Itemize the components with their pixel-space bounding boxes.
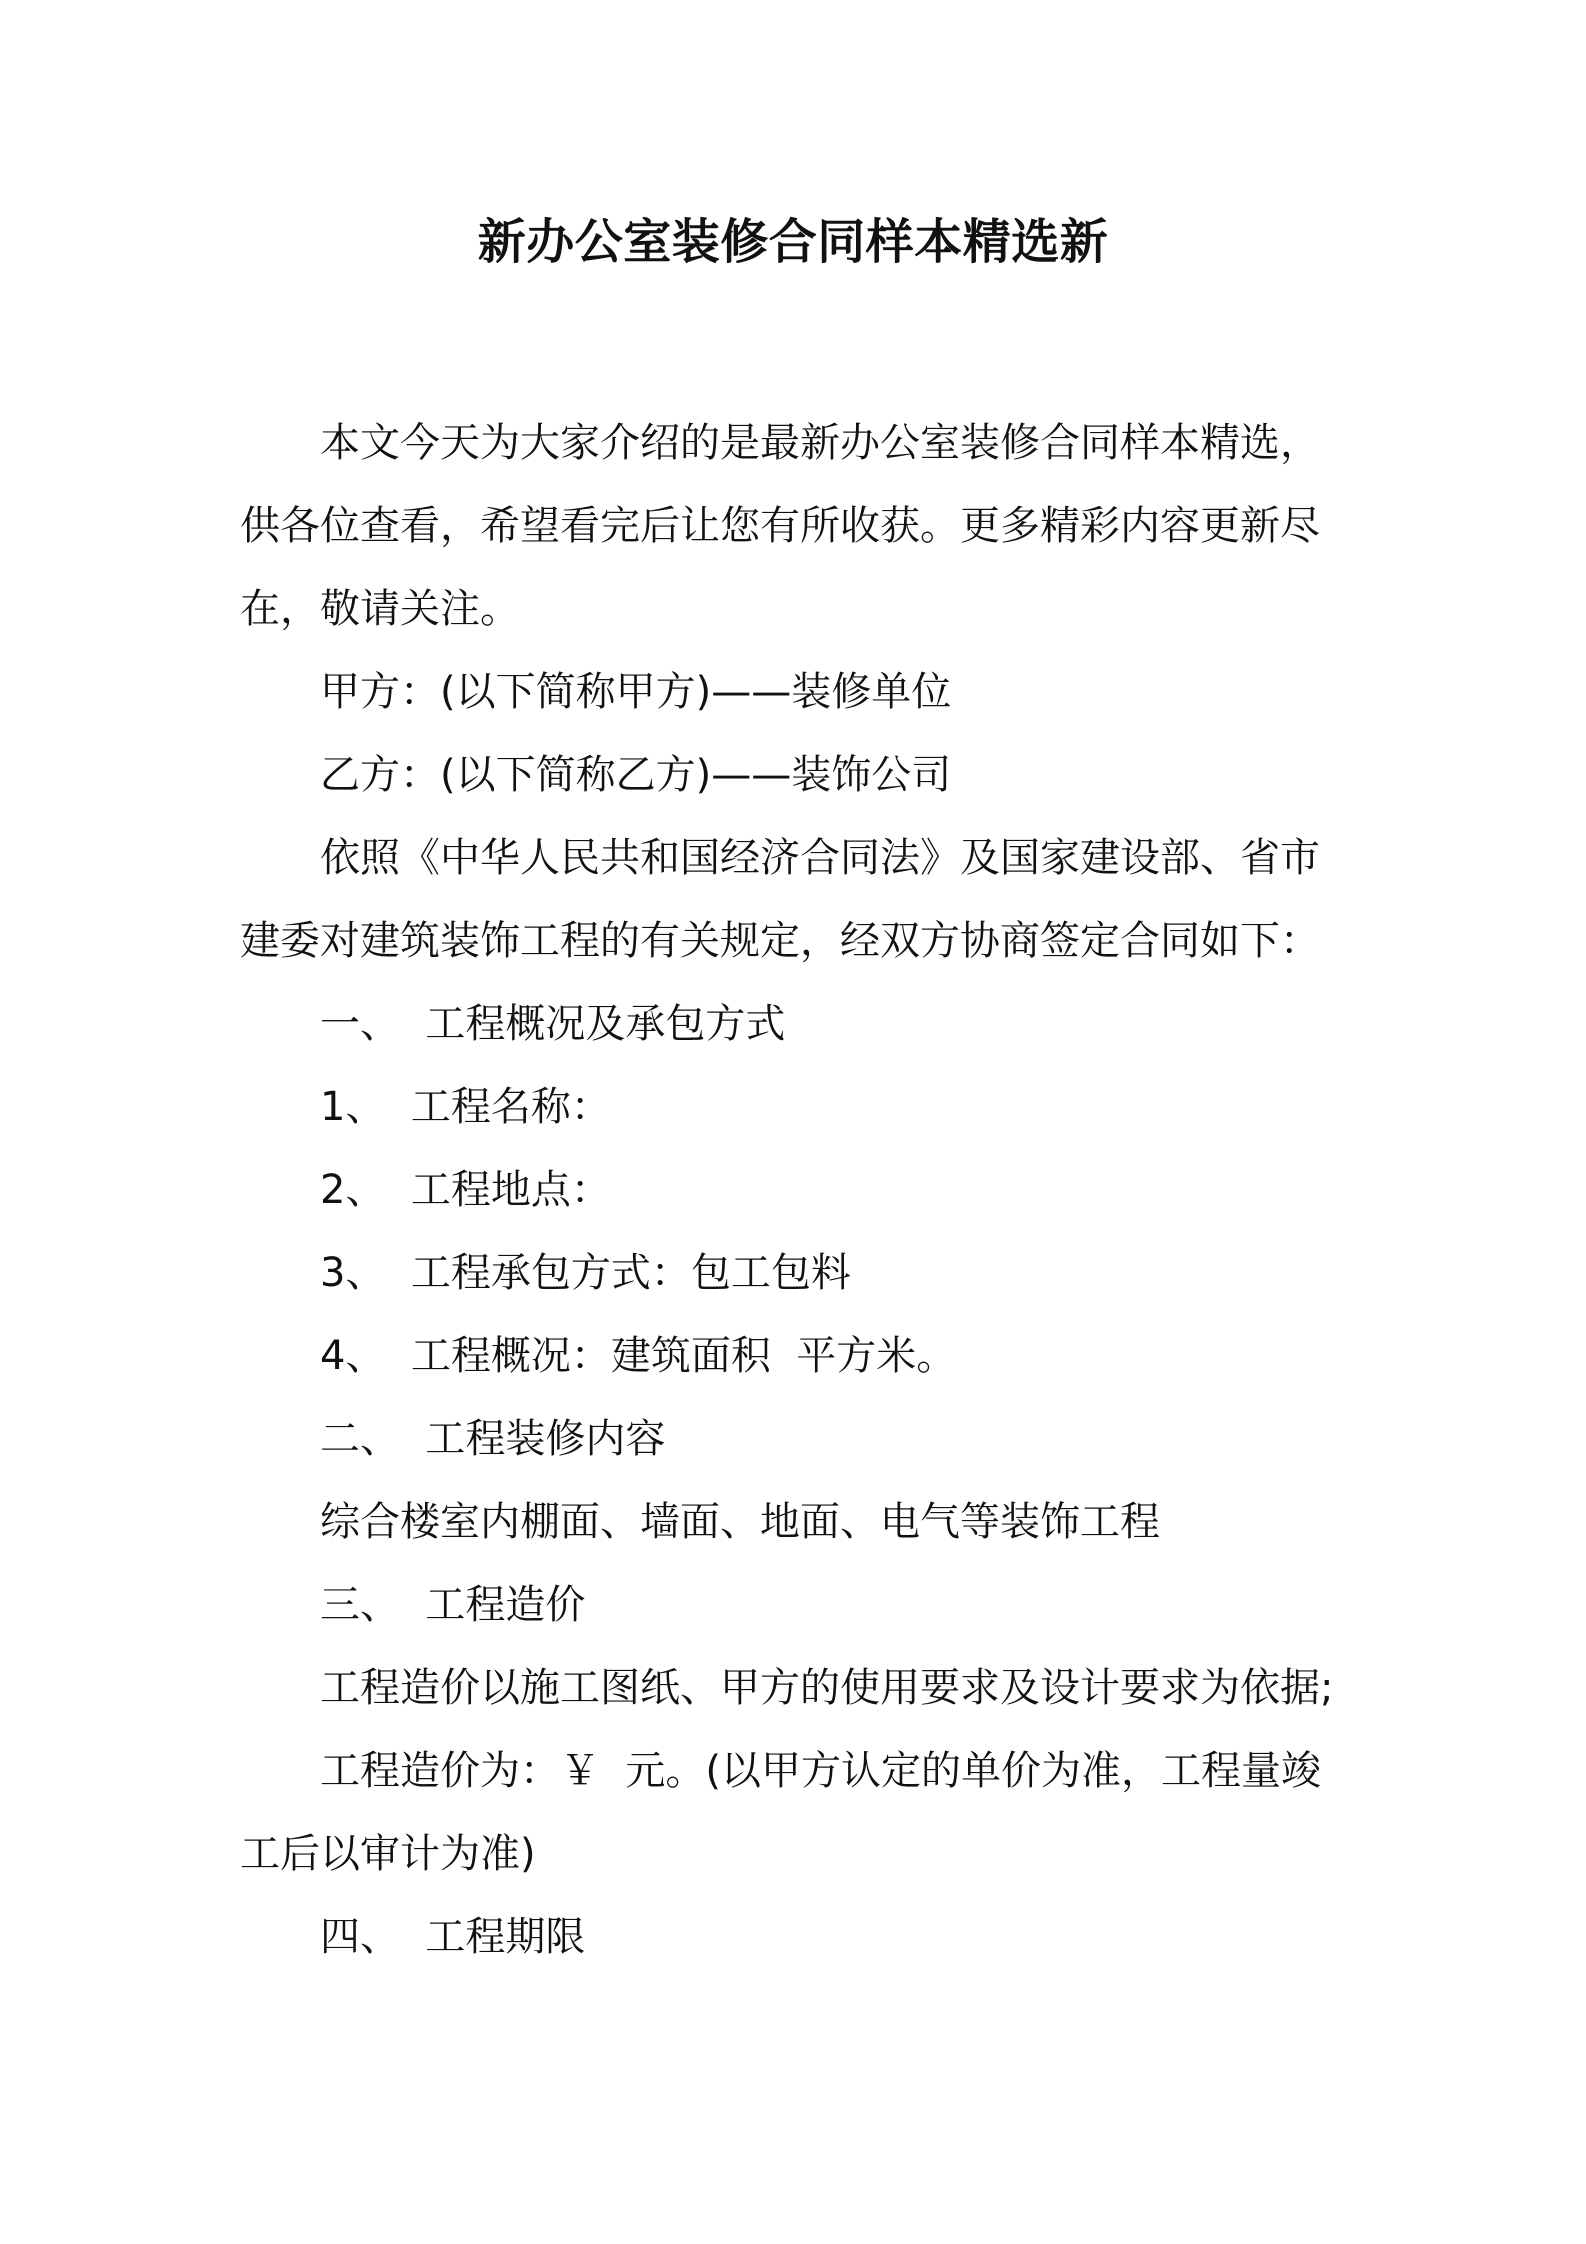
decoration-content-line: 综合楼室内棚面、墙面、地面、电气等装饰工程 <box>320 1499 1160 1545</box>
party-a-line: 甲方：(以下简称甲方)——装修单位 <box>320 669 952 715</box>
document-title: 新办公室装修合同样本精选新 <box>477 214 1109 270</box>
cost-basis-line: 工程造价以施工图纸、甲方的使用要求及设计要求为依据; <box>320 1665 1334 1711</box>
party-b-line: 乙方：(以下简称乙方)——装饰公司 <box>320 752 952 798</box>
intro-paragraph: 本文今天为大家介绍的是最新办公室装修合同样本精选，供各位查看，希望看完后让您有所收获。更多精彩内容更新尽在，敬请关注。 <box>240 420 1320 632</box>
legal-basis-paragraph: 依照《中华人民共和国经济合同法》及国家建设部、省市建委对建筑装饰工程的有关规定，经双方协商签定合同如下： <box>240 835 1320 964</box>
section-three-heading: 三、 工程造价 <box>320 1582 586 1628</box>
section-four-heading: 四、 工程期限 <box>320 1914 586 1960</box>
section-two-heading: 二、 工程装修内容 <box>320 1416 666 1462</box>
document-body <box>240 402 1350 1979</box>
section-one-heading: 一、 工程概况及承包方式 <box>320 1001 786 1047</box>
project-overview-line: 4、 工程概况：建筑面积 平方米。 <box>320 1333 957 1379</box>
project-name-line: 1、 工程名称： <box>320 1084 611 1130</box>
contract-method-line: 3、 工程承包方式：包工包料 <box>320 1250 851 1296</box>
cost-amount-paragraph: 工程造价为：￥ 元。(以甲方认定的单价为准，工程量竣工后以审计为准) <box>240 1748 1322 1877</box>
project-location-line: 2、 工程地点： <box>320 1167 611 1213</box>
